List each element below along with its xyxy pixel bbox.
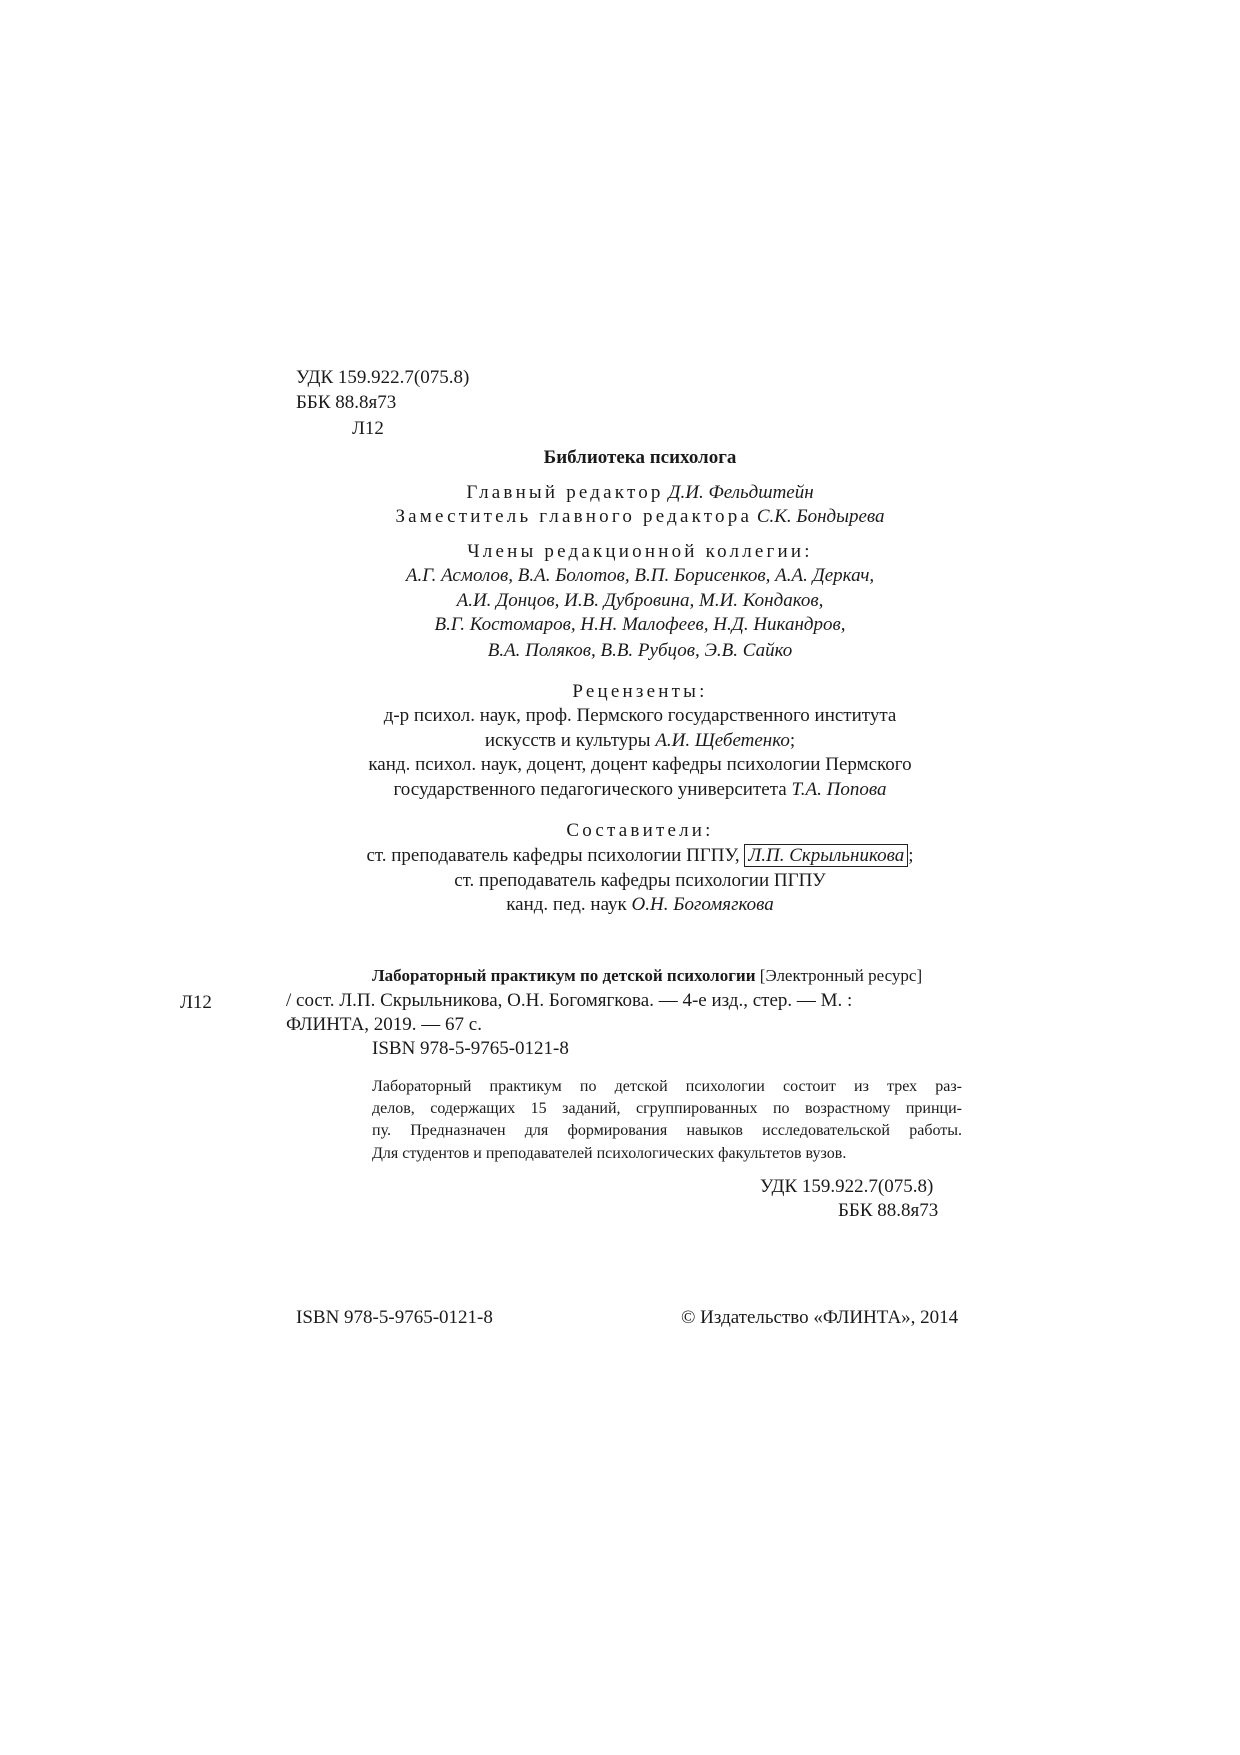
annotation-line: делов, содержащих 15 заданий, сгруппированных по возрастному принци- bbox=[372, 1100, 962, 1117]
deputy-editor-label: Заместитель главного редактора bbox=[395, 506, 753, 527]
compilers-label: Составители: bbox=[566, 820, 714, 841]
board-line: А.И. Донцов, И.В. Дубровина, М.И. Кондаков, bbox=[456, 590, 824, 611]
compiler-name-boxed: Л.П. Скрыльникова bbox=[744, 844, 908, 867]
chief-editor-line bbox=[290, 482, 990, 504]
compiler-line: канд. пед. наук О.Н. Богомягкова bbox=[506, 894, 774, 915]
annotation-bbk: ББК 88.8я73 bbox=[838, 1200, 939, 1221]
chief-editor-name: Д.И. Фельдштейн bbox=[668, 482, 814, 503]
record-line: ФЛИНТА, 2019. — 67 с. bbox=[286, 1014, 482, 1035]
series-title: Библиотека психолога bbox=[543, 447, 737, 468]
copyright: © Издательство «ФЛИНТА», 2014 bbox=[681, 1307, 959, 1328]
deputy-editor-name: С.К. Бондырева bbox=[756, 506, 885, 527]
deputy-editor-line bbox=[290, 506, 990, 528]
compiler-line: ст. преподаватель кафедры психологии ПГПУ, Л.П. Скрыльникова ; bbox=[366, 845, 914, 866]
footer-isbn: ISBN 978-5-9765-0121-8 bbox=[296, 1307, 493, 1328]
author-sign: Л12 bbox=[352, 418, 384, 439]
annotation-line: пу. Предназначен для формирования навыков исследовательской работы. bbox=[372, 1122, 962, 1139]
record-side-sign: Л12 bbox=[180, 992, 212, 1013]
bbk-code: ББК 88.8я73 bbox=[296, 392, 397, 413]
reviewer-line: государственного педагогического университета Т.А. Попова bbox=[393, 779, 887, 800]
annotation-udk: УДК 159.922.7(075.8) bbox=[760, 1176, 934, 1197]
board-line: А.Г. Асмолов, В.А. Болотов, В.П. Борисенков, А.А. Деркач, bbox=[405, 565, 875, 586]
board-line: В.Г. Костомаров, Н.Н. Малофеев, Н.Д. Никандров, bbox=[434, 614, 846, 635]
compiler-line: ст. преподаватель кафедры психологии ПГПУ bbox=[454, 870, 826, 891]
annotation-line: Лабораторный практикум по детской психологии состоит из трех раз- bbox=[372, 1078, 962, 1095]
record-isbn: ISBN 978-5-9765-0121-8 bbox=[372, 1038, 569, 1059]
reviewer-name: Т.А. Попова bbox=[791, 779, 887, 800]
board-line: В.А. Поляков, В.В. Рубцов, Э.В. Сайко bbox=[487, 640, 793, 661]
board-label: Члены редакционной коллегии: bbox=[467, 541, 813, 562]
reviewer-line: д-р психол. наук, проф. Пермского государственного института bbox=[383, 705, 897, 726]
annotation-audience: Для студентов и преподавателей психологических факультетов вузов. bbox=[372, 1145, 847, 1162]
record-title: Лабораторный практикум по детской психологии bbox=[372, 966, 756, 985]
record-line: / сост. Л.П. Скрыльникова, О.Н. Богомягкова. — 4-е изд., стер. — М. : bbox=[286, 990, 853, 1011]
reviewer-line: искусств и культуры А.И. Щебетенко; bbox=[484, 730, 796, 751]
reviewer-name: А.И. Щебетенко bbox=[655, 730, 790, 751]
reviewers-label: Рецензенты: bbox=[572, 681, 708, 702]
compiler-name: О.Н. Богомягкова bbox=[631, 894, 774, 915]
record-title-line: Лабораторный практикум по детской психологии [Электронный ресурс] bbox=[372, 966, 923, 985]
udk-code: УДК 159.922.7(075.8) bbox=[296, 367, 470, 388]
reviewer-line: канд. психол. наук, доцент, доцент кафедры психологии Пермского bbox=[368, 754, 912, 775]
chief-editor-label: Главный редактор bbox=[466, 482, 664, 503]
